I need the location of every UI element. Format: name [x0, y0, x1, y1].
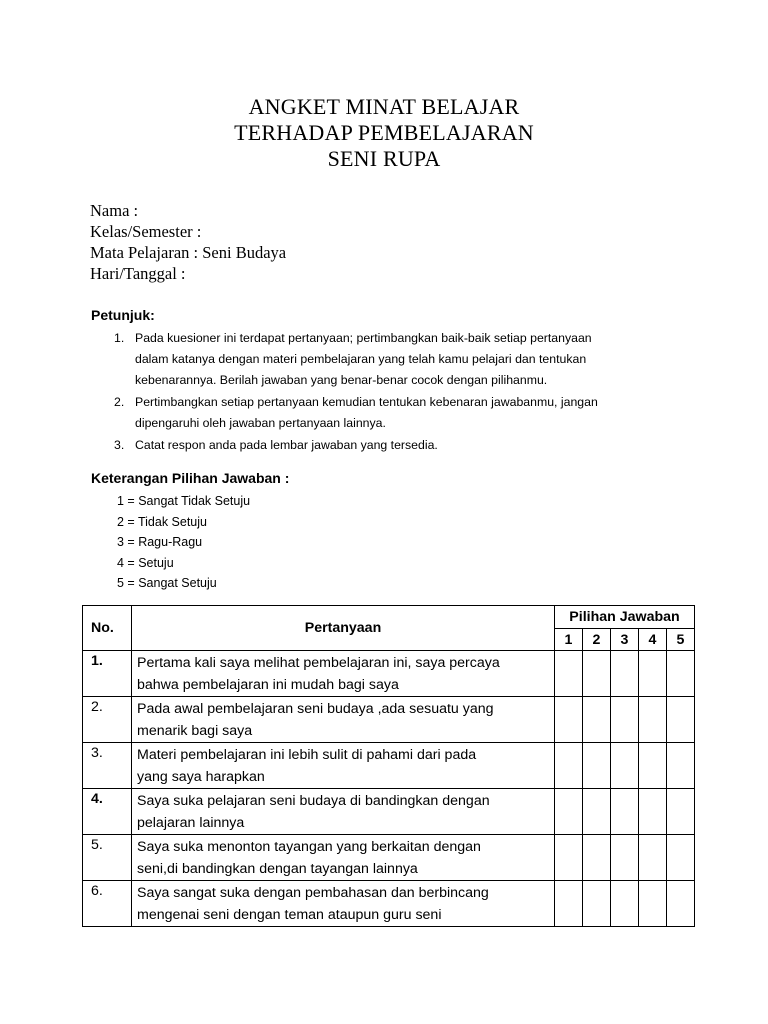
- answer-cell-3[interactable]: [611, 743, 639, 789]
- petunjuk-item: [114, 392, 674, 434]
- answer-cell-2[interactable]: [583, 743, 611, 789]
- identity-block: [90, 200, 286, 284]
- row-question: [132, 789, 555, 835]
- title-line-1: ANGKET MINAT BELAJAR: [248, 94, 520, 119]
- row-question: [132, 835, 555, 881]
- row-question: [132, 697, 555, 743]
- answer-scale-legend: [117, 491, 250, 594]
- petunjuk-item-line: Catat respon anda pada lembar jawaban yang tersedia.: [135, 438, 438, 452]
- row-question: [132, 743, 555, 789]
- answer-cell-3[interactable]: [611, 697, 639, 743]
- answer-cell-4[interactable]: [639, 651, 667, 697]
- header-choice-3: 3: [611, 629, 639, 651]
- title-line-3: SENI RUPA: [327, 146, 441, 171]
- table-row: [83, 881, 695, 927]
- petunjuk-item-number: 2.: [114, 395, 125, 409]
- question-line: Materi pembelajaran ini lebih sulit di pahami dari pada: [137, 747, 477, 763]
- field-hari-tanggal: Hari/Tanggal :: [90, 264, 186, 283]
- question-line: Saya sangat suka dengan pembahasan dan berbincang: [137, 885, 489, 901]
- answer-cell-4[interactable]: [639, 789, 667, 835]
- answer-cell-1[interactable]: [555, 789, 583, 835]
- answer-cell-2[interactable]: [583, 697, 611, 743]
- questionnaire-table: [82, 605, 695, 927]
- keterangan-heading: Keterangan Pilihan Jawaban :: [91, 470, 290, 486]
- question-line: Saya suka pelajaran seni budaya di bandingkan dengan: [137, 793, 490, 809]
- scale-item-3: 3 = Ragu-Ragu: [117, 535, 203, 549]
- answer-cell-3[interactable]: [611, 789, 639, 835]
- answer-cell-3[interactable]: [611, 835, 639, 881]
- field-nama: Nama :: [90, 201, 139, 220]
- scale-item-1: 1 = Sangat Tidak Setuju: [117, 494, 251, 508]
- field-mata-pelajaran: Mata Pelajaran : Seni Budaya: [90, 243, 287, 262]
- field-kelas-semester: Kelas/Semester :: [90, 222, 202, 241]
- petunjuk-item-number: 1.: [114, 331, 125, 345]
- table-row: [83, 789, 695, 835]
- petunjuk-item-line: Pertimbangkan setiap pertanyaan kemudian tentukan kebenaran jawabanmu, jangan: [135, 395, 598, 409]
- question-line: bahwa pembelajaran ini mudah bagi saya: [137, 677, 399, 693]
- table-row: [83, 697, 695, 743]
- scale-item-5: 5 = Sangat Setuju: [117, 576, 217, 590]
- header-choice-5: 5: [667, 629, 695, 651]
- petunjuk-item-number: 3.: [114, 438, 125, 452]
- petunjuk-item: [114, 328, 674, 391]
- answer-cell-2[interactable]: [583, 835, 611, 881]
- question-line: mengenai seni dengan teman ataupun guru seni: [137, 907, 442, 923]
- answer-cell-5[interactable]: [667, 697, 695, 743]
- question-line: seni,di bandingkan dengan tayangan lainnya: [137, 861, 418, 877]
- petunjuk-item-line: kebenarannya. Berilah jawaban yang benar-benar cocok dengan pilihanmu.: [135, 373, 548, 387]
- question-line: Saya suka menonton tayangan yang berkaitan dengan: [137, 839, 481, 855]
- row-question: [132, 881, 555, 927]
- header-choice-4: 4: [639, 629, 667, 651]
- row-number: 2.: [83, 697, 132, 743]
- petunjuk-heading: Petunjuk:: [91, 307, 155, 323]
- answer-cell-1[interactable]: [555, 743, 583, 789]
- table-row: [83, 743, 695, 789]
- answer-cell-3[interactable]: [611, 651, 639, 697]
- row-number: 3.: [83, 743, 132, 789]
- question-line: pelajaran lainnya: [137, 815, 245, 831]
- header-choice-2: 2: [583, 629, 611, 651]
- question-line: menarik bagi saya: [137, 723, 253, 739]
- answer-cell-1[interactable]: [555, 835, 583, 881]
- answer-cell-4[interactable]: [639, 835, 667, 881]
- scale-item-4: 4 = Setuju: [117, 555, 174, 570]
- petunjuk-list: [114, 328, 674, 457]
- header-pertanyaan: Pertanyaan: [132, 606, 555, 651]
- row-number: 1.: [83, 651, 132, 697]
- answer-cell-5[interactable]: [667, 881, 695, 927]
- answer-cell-4[interactable]: [639, 743, 667, 789]
- answer-cell-5[interactable]: [667, 743, 695, 789]
- title-line-2: TERHADAP PEMBELAJARAN: [234, 120, 534, 145]
- petunjuk-item-line: dipengaruhi oleh jawaban pertanyaan lainnya.: [135, 416, 386, 430]
- row-number: 5.: [83, 835, 132, 881]
- question-line: Pada awal pembelajaran seni budaya ,ada sesuatu yang: [137, 701, 494, 717]
- answer-cell-5[interactable]: [667, 835, 695, 881]
- table-row: [83, 835, 695, 881]
- answer-cell-2[interactable]: [583, 789, 611, 835]
- petunjuk-item-line: dalam katanya dengan materi pembelajaran yang telah kamu pelajari dan tentukan: [135, 352, 587, 366]
- row-number: 4.: [83, 789, 132, 835]
- answer-cell-5[interactable]: [667, 789, 695, 835]
- header-choice-1: 1: [555, 629, 583, 651]
- petunjuk-item: [114, 435, 674, 456]
- row-question: [132, 651, 555, 697]
- answer-cell-1[interactable]: [555, 697, 583, 743]
- answer-cell-3[interactable]: [611, 881, 639, 927]
- answer-cell-1[interactable]: [555, 651, 583, 697]
- header-no: No.: [83, 606, 132, 651]
- table-row: [83, 651, 695, 697]
- answer-cell-5[interactable]: [667, 651, 695, 697]
- petunjuk-item-line: Pada kuesioner ini terdapat pertanyaan; pertimbangkan baik-baik setiap pertanyaan: [135, 331, 592, 345]
- row-number: 6.: [83, 881, 132, 927]
- document-title: [0, 94, 768, 172]
- question-line: yang saya harapkan: [137, 769, 265, 785]
- answer-cell-1[interactable]: [555, 881, 583, 927]
- answer-cell-2[interactable]: [583, 881, 611, 927]
- question-line: Pertama kali saya melihat pembelajaran ini, saya percaya: [137, 655, 500, 671]
- header-pilihan-jawaban: Pilihan Jawaban: [555, 606, 695, 629]
- scale-item-2: 2 = Tidak Setuju: [117, 514, 207, 529]
- answer-cell-2[interactable]: [583, 651, 611, 697]
- answer-cell-4[interactable]: [639, 881, 667, 927]
- answer-cell-4[interactable]: [639, 697, 667, 743]
